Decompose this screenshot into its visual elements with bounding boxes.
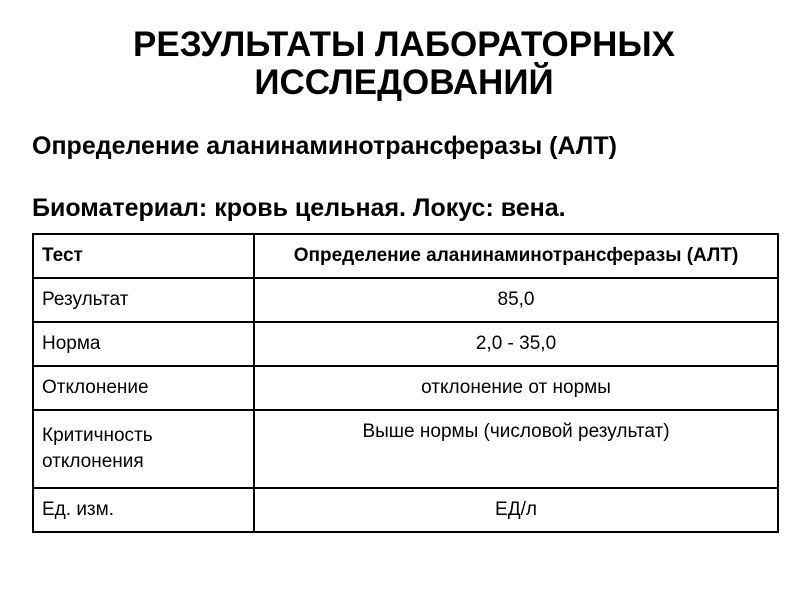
row-label-criticality-line1: Критичность	[42, 425, 153, 446]
header-value-cell: Определение аланинаминотрансферазы (АЛТ)	[254, 234, 778, 278]
table-row	[33, 366, 778, 410]
row-label-criticality-line2: отклонения	[42, 451, 144, 472]
page-title-line2: ИССЛЕДОВАНИЙ	[254, 63, 554, 102]
row-label-units: Ед. изм.	[33, 488, 254, 532]
row-value-criticality: Выше нормы (числовой результат)	[254, 410, 778, 488]
row-label-result: Результат	[33, 278, 254, 322]
results-table	[32, 233, 779, 533]
biomaterial-line: Биоматериал: кровь цельная. Локус: вена.	[32, 194, 566, 222]
row-value-norm: 2,0 - 35,0	[254, 322, 778, 366]
page-title	[0, 26, 808, 102]
row-label-criticality	[33, 410, 254, 488]
table-header-row	[33, 234, 778, 278]
table-row	[33, 488, 778, 532]
row-value-deviation: отклонение от нормы	[254, 366, 778, 410]
table-row	[33, 410, 778, 488]
table-row	[33, 278, 778, 322]
table-row	[33, 322, 778, 366]
page-title-line1: РЕЗУЛЬТАТЫ ЛАБОРАТОРНЫХ	[133, 25, 675, 64]
header-label-cell: Тест	[33, 234, 254, 278]
row-label-norm: Норма	[33, 322, 254, 366]
row-value-units: ЕД/л	[254, 488, 778, 532]
row-value-result: 85,0	[254, 278, 778, 322]
test-subtitle: Определение аланинаминотрансферазы (АЛТ)	[32, 132, 617, 160]
row-label-deviation: Отклонение	[33, 366, 254, 410]
